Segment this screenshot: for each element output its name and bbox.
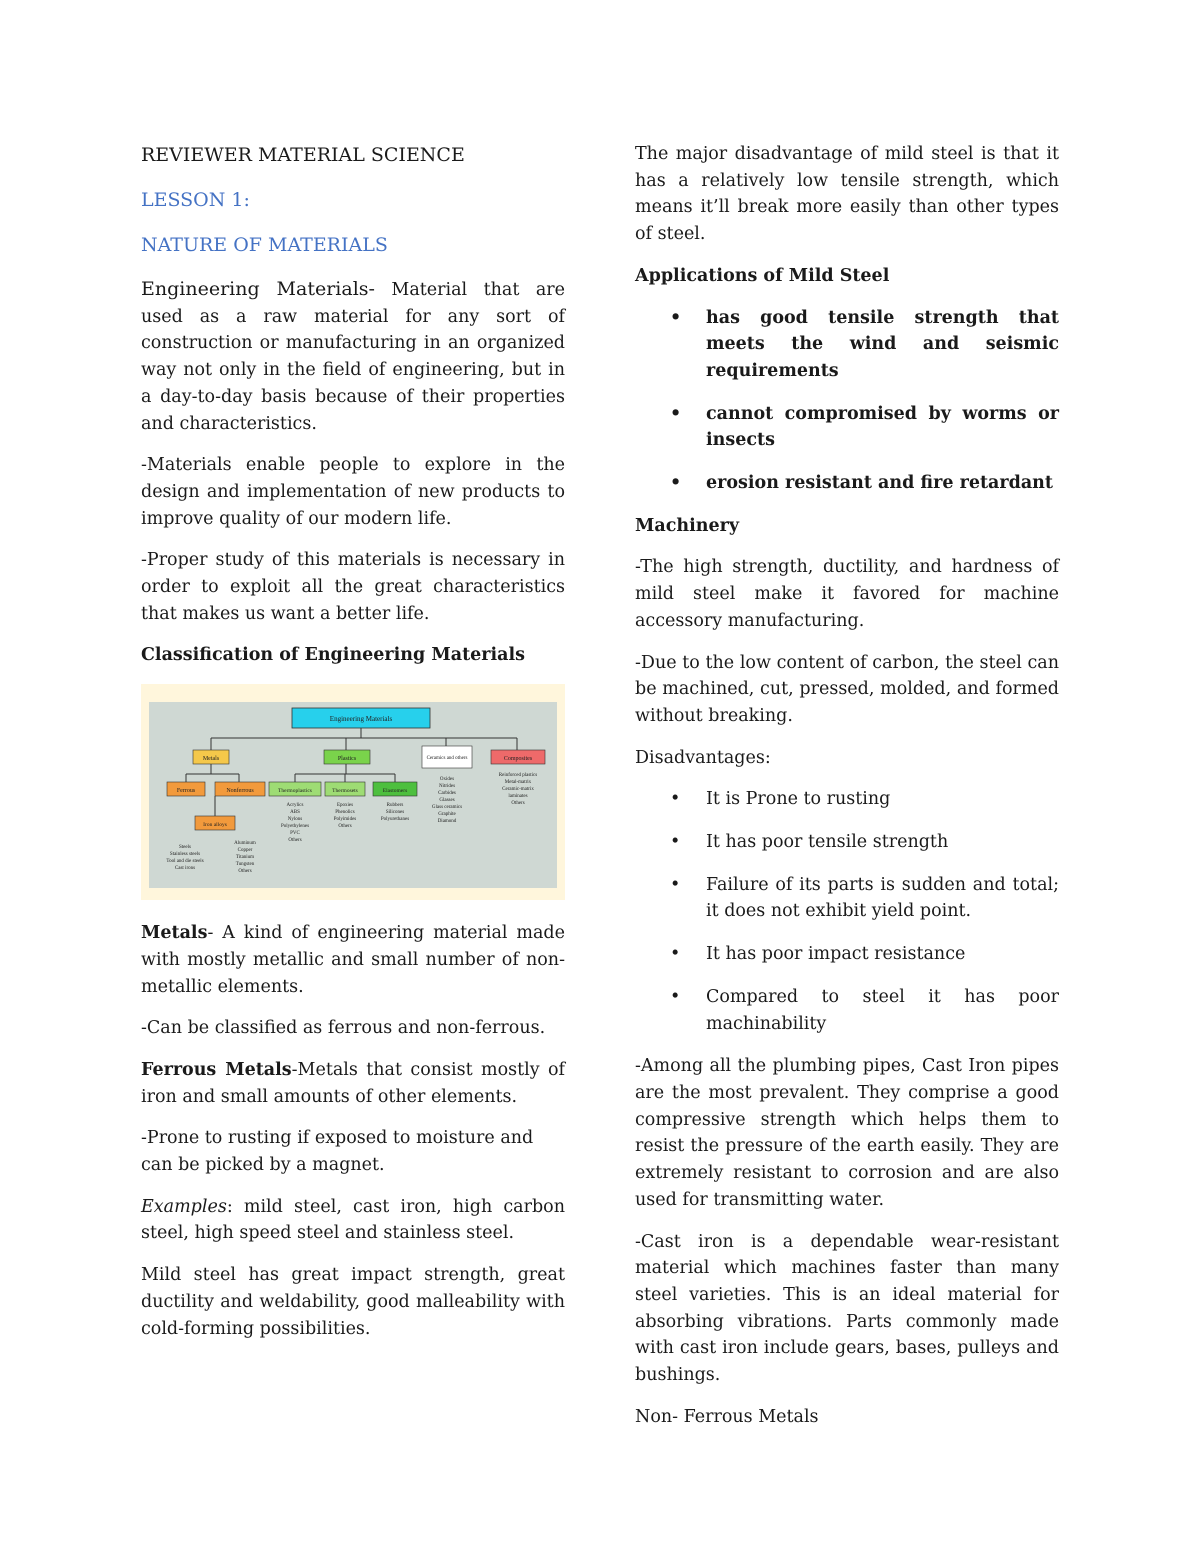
list-ceramics-item: Oxides: [439, 777, 455, 783]
list-thermoplastics-item: Nylons: [287, 817, 303, 823]
classified-paragraph: -Can be classified as ferrous and non-ferrous.: [141, 1018, 546, 1039]
machinery-paragraph-2: -Due to the low content of carbon, the steel can be machined, cut, pressed, molded, and formed without breaking.: [635, 652, 1059, 726]
list-ceramics-item: Glass ceramics: [431, 805, 463, 811]
metals-term: Metals: [141, 923, 208, 944]
list-item-text: It has poor tensile strength: [706, 832, 949, 853]
list-item: [635, 470, 1059, 497]
list-thermosets-item: Polyimides: [333, 817, 357, 823]
list-composites-item: laminates: [508, 794, 528, 800]
list-item: [635, 984, 1059, 1037]
list-nonferrous-item: Tungsten: [235, 862, 255, 868]
list-item-text: It has poor impact resistance: [706, 944, 966, 965]
bullet-icon: •: [670, 986, 681, 1007]
bullet-icon: •: [670, 944, 681, 965]
list-ferrous-item: Stainless steels: [169, 852, 201, 858]
list-thermoplastics-item: Acrylics: [286, 803, 304, 809]
list-ceramics-item: Nitrides: [438, 784, 456, 790]
box-elastomers-label: Elastomers: [382, 788, 408, 795]
list-item: [635, 786, 1059, 813]
classification-diagram-svg: [141, 684, 565, 900]
list-ferrous-item: Steels: [179, 845, 191, 851]
metals-definition: - A kind of engineering material made with mostly metallic and small number of non-metallic elements.: [141, 923, 565, 997]
list-item: [635, 829, 1059, 856]
list-elastomers-item: Rubbers: [386, 803, 404, 809]
lesson-heading: LESSON 1:: [141, 189, 250, 211]
list-nonferrous-item: Aluminum: [234, 841, 256, 847]
box-ferrous-label: Ferrous: [176, 788, 196, 795]
list-ceramics-item: Graphite: [438, 812, 456, 818]
box-plastics-label: Plastics: [337, 756, 357, 763]
mild-steel-paragraph: Mild steel has great impact strength, great ductility and weldability, good malleability with cold-forming possibilities.: [141, 1265, 565, 1339]
list-nonferrous-item: Titanium: [235, 855, 255, 861]
box-thermoplastics-label: Thermoplastics: [278, 788, 312, 795]
list-item-text: Compared to steel it has poor machinability: [706, 986, 1059, 1034]
engineering-materials-term: Engineering Materials-: [141, 278, 375, 300]
applications-heading: Applications of Mild Steel: [635, 265, 890, 286]
box-root-label: Engineering Materials: [329, 715, 393, 724]
list-ceramics-item: Carbides: [438, 791, 456, 797]
box-metals-label: Metals: [202, 756, 220, 763]
examples-paragraph: [141, 1194, 565, 1247]
document-title: REVIEWER MATERIAL SCIENCE: [141, 144, 465, 166]
box-thermosets-label: Thermosets: [332, 788, 358, 795]
list-ferrous-item: Cast irons: [174, 866, 196, 872]
list-composites-item: Ceramic-matrix: [502, 787, 534, 793]
list-composites-item: Metal-matrix: [504, 780, 532, 786]
left-column: [141, 141, 565, 1357]
ferrous-paragraph: [141, 1057, 565, 1110]
bullet-icon: •: [670, 874, 681, 895]
metals-paragraph: [141, 920, 565, 1000]
proper-study-paragraph: -Proper study of this materials is necessary in order to exploit all the great characteristics that makes us want a better life.: [141, 550, 565, 624]
list-thermoplastics-item: Others: [288, 838, 302, 844]
cast-iron-pipes-paragraph: -Among all the plumbing pipes, Cast Iron pipes are the most prevalent. They comprise a good compressive strength which helps them to resist the pressure of the earth easily. They are extremely resistant to corrosion and are also used for transmitting water.: [635, 1056, 1059, 1210]
list-thermoplastics-item: Polyethylenes: [280, 824, 310, 830]
engineering-materials-definition: Material that are used as a raw material for any sort of construction or manufacturing in an organized way not only in the field of engineering, but in a day-to-day basis because of their properties and characteristics.: [141, 280, 565, 434]
list-composites-item: Others: [511, 801, 525, 807]
box-composites-label: Composites: [503, 756, 533, 763]
examples-label: Examples: [141, 1196, 227, 1217]
bullet-icon: •: [670, 832, 681, 853]
list-thermosets-item: Epoxies: [336, 803, 354, 809]
list-item: [635, 872, 1059, 925]
list-thermosets-item: Others: [338, 824, 352, 830]
list-item-text: It is Prone to rusting: [706, 789, 891, 810]
ferrous-term: Ferrous Metals: [141, 1059, 292, 1080]
classification-diagram: [141, 684, 565, 900]
box-nonferrous-label: Nonferrous: [226, 788, 254, 795]
list-thermoplastics-item: ABS: [290, 810, 300, 816]
list-item-text: has good tensile strength that meets the wind and seismic requirements: [706, 307, 1059, 381]
right-column: [635, 141, 1059, 1445]
bullet-icon: •: [670, 403, 682, 424]
list-nonferrous-item: Others: [238, 869, 252, 875]
list-thermoplastics-item: PVC: [290, 831, 300, 837]
disadvantages-list: [635, 786, 1059, 1037]
box-ceramics-label: Ceramics and others: [426, 756, 468, 762]
disadvantages-label: Disadvantages:: [635, 747, 771, 768]
list-item-text: Failure of its parts is sudden and total; it does not exhibit yield point.: [706, 874, 1059, 922]
ferrous-definition: -Metals that consist mostly of iron and small amounts of other elements.: [141, 1059, 566, 1107]
applications-list: [635, 305, 1059, 497]
list-item: [635, 401, 1059, 454]
list-ceramics-item: Diamond: [437, 819, 457, 825]
list-elastomers-item: Silicones: [385, 810, 405, 816]
list-thermosets-item: Phenolics: [335, 810, 355, 816]
mild-steel-disadvantage-paragraph: The major disadvantage of mild steel is that it has a relatively low tensile strength, which means it’ll break more easily than other types of steel.: [635, 144, 1059, 245]
rust-paragraph: -Prone to rusting if exposed to moisture and can be picked by a magnet.: [141, 1128, 534, 1176]
materials-enable-paragraph: -Materials enable people to explore in the design and implementation of new products to improve quality of our modern life.: [141, 455, 565, 529]
list-item: [635, 305, 1059, 385]
classification-heading: Classification of Engineering Materials: [141, 645, 525, 666]
engineering-materials-paragraph: [141, 276, 565, 437]
list-elastomers-item: Polyurethanes: [380, 817, 410, 823]
machinery-heading: Machinery: [635, 515, 739, 536]
list-nonferrous-item: Copper: [237, 848, 253, 854]
list-ceramics-item: Glasses: [439, 798, 455, 804]
list-item: [635, 941, 1059, 968]
bullet-icon: •: [670, 307, 682, 328]
list-item-text: erosion resistant and fire retardant: [706, 473, 1053, 494]
bullet-icon: •: [670, 789, 681, 810]
box-iron-alloys-label: Iron alloys: [203, 822, 227, 829]
nonferrous-heading: Non- Ferrous Metals: [635, 1406, 819, 1427]
chapter-heading: NATURE OF MATERIALS: [141, 234, 388, 256]
list-composites-item: Reinforced plastics: [498, 773, 538, 779]
bullet-icon: •: [670, 473, 682, 494]
examples-text: : mild steel, cast iron, high carbon steel, high speed steel and stainless steel.: [141, 1196, 565, 1244]
list-item-text: cannot compromised by worms or insects: [706, 403, 1059, 451]
list-ferrous-item: Tool and die steels: [166, 859, 204, 865]
machinery-paragraph-1: -The high strength, ductility, and hardness of mild steel make it favored for machine accessory manufacturing.: [635, 557, 1059, 631]
cast-iron-paragraph: -Cast iron is a dependable wear-resistant material which machines faster than many steel varieties. This is an ideal material for absorbing vibrations. Parts commonly made with cast iron include gears, bases, pulleys and bushings.: [635, 1231, 1059, 1386]
